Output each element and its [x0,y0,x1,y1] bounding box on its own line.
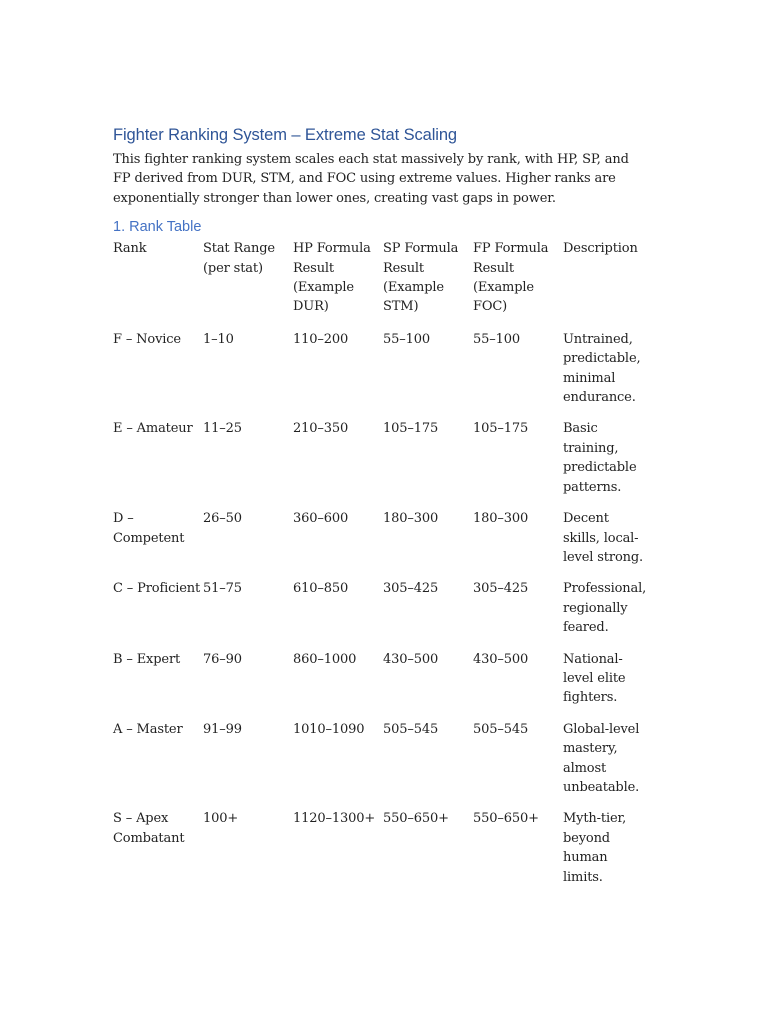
table-row [113,509,646,579]
cell-sp: 55–100 [383,331,430,347]
section-heading: 1. Rank Table [113,219,202,236]
header-rank: Rank [113,241,147,257]
cell-stat-range: 26–50 [203,511,242,527]
cell-hp: 1010–1090 [293,721,365,737]
table-row [113,809,646,899]
cell-description: National-level elite fighters. [563,651,626,706]
document-title: Fighter Ranking System – Extreme Stat Scaling [113,126,457,144]
cell-rank: C – Proficient [113,581,201,597]
header-stat-range: Stat Range (per stat) [203,241,275,276]
cell-hp: 860–1000 [293,651,357,667]
cell-rank: S – Apex Combatant [113,811,185,846]
cell-hp: 610–850 [293,581,349,597]
cell-sp: 550–650+ [383,811,449,827]
cell-sp: 180–300 [383,511,439,527]
cell-fp: 55–100 [473,331,520,347]
cell-stat-range: 100+ [203,811,239,827]
table-row [113,419,646,509]
cell-description: Professional, regionally feared. [563,581,647,636]
cell-stat-range: 51–75 [203,581,242,597]
cell-stat-range: 11–25 [203,421,242,437]
cell-stat-range: 91–99 [203,721,242,737]
cell-description: Decent skills, local-level strong. [563,511,643,565]
table-header-row [113,239,646,330]
cell-description: Global-level mastery, almost unbeatable. [563,721,640,795]
table-row [113,720,646,810]
cell-fp: 550–650+ [473,811,539,827]
intro-paragraph: This fighter ranking system scales each stat massively by rank, with HP, SP, and FP derived from DUR, STM, and FOC using extreme values. Higher ranks are exponentially stronger than lower ones, creating vast gaps in power. [113,152,629,206]
cell-hp: 110–200 [293,331,349,347]
cell-sp: 305–425 [383,581,439,597]
cell-stat-range: 76–90 [203,651,242,667]
cell-fp: 105–175 [473,421,529,437]
cell-rank: B – Expert [113,651,181,667]
cell-rank: E – Amateur [113,421,193,437]
cell-fp: 180–300 [473,511,529,527]
cell-description: Myth-tier, beyond human limits. [563,811,627,885]
cell-sp: 105–175 [383,421,439,437]
header-hp: HP Formula Result (Example DUR) [293,241,371,315]
cell-hp: 1120–1300+ [293,811,376,827]
cell-rank: A – Master [113,721,183,737]
cell-fp: 430–500 [473,651,529,667]
cell-stat-range: 1–10 [203,331,234,347]
table-row [113,579,646,649]
table-row [113,650,646,720]
cell-hp: 210–350 [293,421,349,437]
document-page [113,124,653,899]
cell-rank: D – Competent [113,511,185,546]
rank-table [113,239,646,899]
cell-rank: F – Novice [113,331,181,347]
header-fp: FP Formula Result (Example FOC) [473,241,549,315]
cell-sp: 505–545 [383,721,439,737]
cell-fp: 305–425 [473,581,529,597]
cell-description: Basic training, predictable patterns. [563,421,637,495]
table-row [113,330,646,420]
header-sp: SP Formula Result (Example STM) [383,241,459,315]
cell-description: Untrained, predictable, minimal endurance. [563,331,641,406]
cell-sp: 430–500 [383,651,439,667]
header-description: Description [563,241,638,257]
cell-fp: 505–545 [473,721,529,737]
cell-hp: 360–600 [293,511,349,527]
